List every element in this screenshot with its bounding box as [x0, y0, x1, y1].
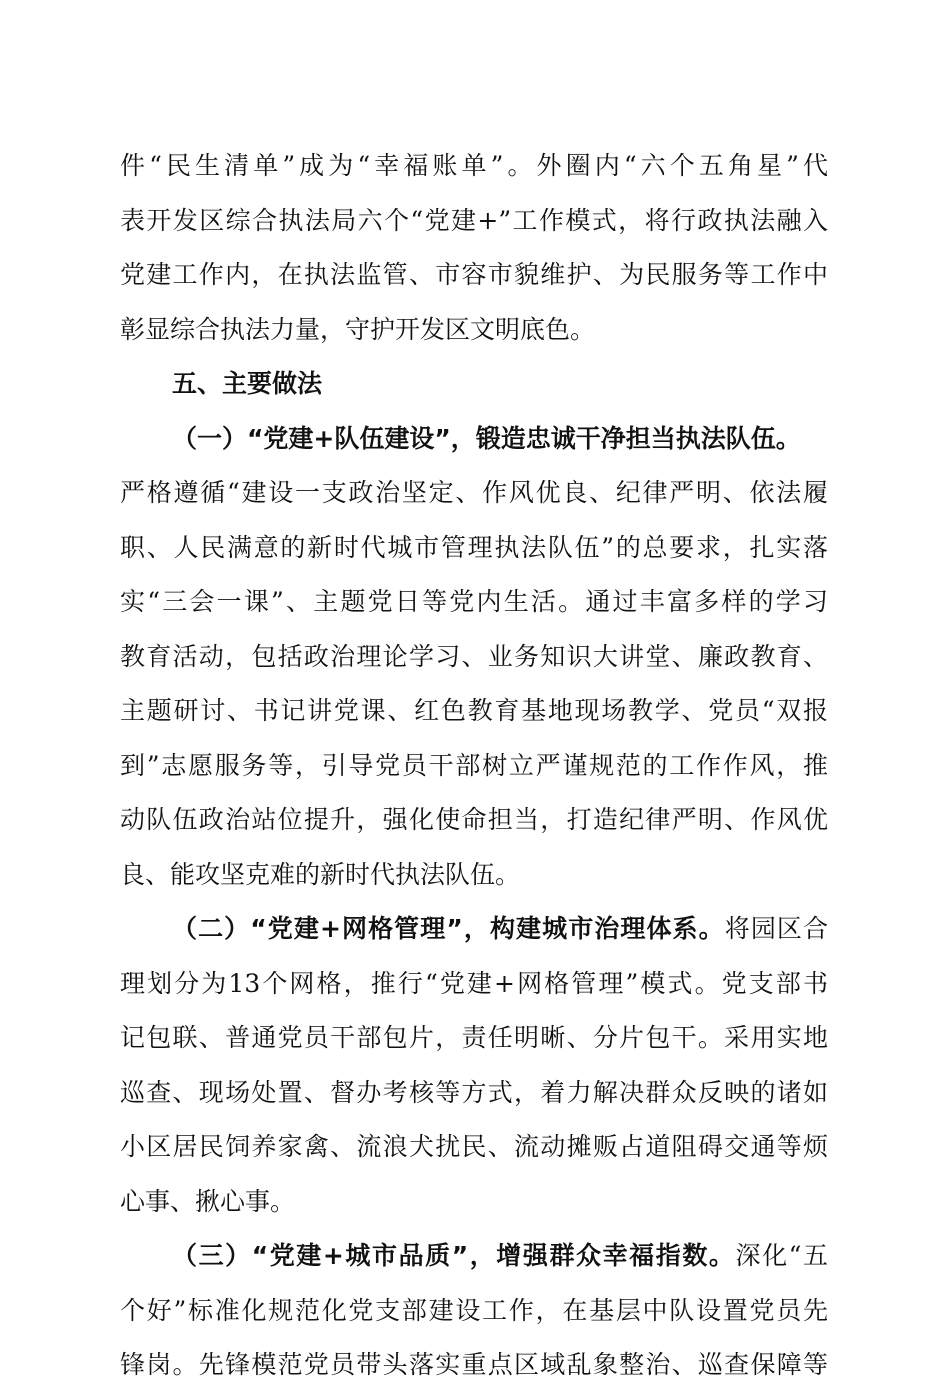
text-line: 个好”标准化规范化党支部建设工作，在基层中队设置党员先	[120, 1295, 828, 1325]
text-line: 记包联、普通党员干部包片，责任明晰、分片包干。采用实地	[120, 1023, 828, 1052]
text-line: 锋岗。先锋模范党员带头落实重点区域乱象整治、巡查保障等	[120, 1350, 828, 1379]
text-line: 良、能攻坚克难的新时代执法队伍。	[120, 859, 521, 889]
text-line: 严格遵循“建设一支政治坚定、作风优良、纪律严明、依法履	[120, 478, 828, 507]
item-heading: （三）“党建+城市品质”，增强群众幸福指数。	[172, 1241, 736, 1270]
text-line: 主题研讨、书记讲党课、红色教育基地现场教学、党员“双报	[120, 696, 828, 725]
item-heading: （一）“党建+队伍建设”，锻造忠诚干净担当执法队伍。	[172, 423, 801, 453]
text-line: 件“民生清单”成为“幸福账单”。外圈内“六个五角星”代	[120, 151, 828, 180]
text-line: 职、人民满意的新时代城市管理执法队伍”的总要求，扎实落	[120, 532, 828, 562]
text-line: 理划分为13个网格，推行“党建+网格管理”模式。党支部书	[120, 968, 828, 998]
section-heading: 五、主要做法	[172, 369, 323, 398]
text-line: 彰显综合执法力量，守护开发区文明底色。	[120, 314, 596, 344]
text-line: 到”志愿服务等，引导党员干部树立严谨规范的工作作风，推	[120, 750, 828, 780]
item-lead-line	[120, 902, 828, 957]
text-line: 巡查、现场处置、督办考核等方式，着力解决群众反映的诸如	[120, 1077, 828, 1107]
text-line: 动队伍政治站位提升，强化使命担当，打造纪律严明、作风优	[120, 805, 828, 834]
paragraph-intro-continuation	[120, 139, 828, 357]
paragraph-item-two	[120, 902, 828, 1229]
text-line: 表开发区综合执法局六个“党建+”工作模式，将行政执法融入	[120, 205, 828, 235]
item-lead-rest: 深化“五	[735, 1241, 828, 1270]
text-line: 心事、揪心事。	[120, 1186, 296, 1216]
item-lead-rest: 将园区合	[724, 914, 828, 943]
text-line: 小区居民饲养家禽、流浪犬扰民、流动摊贩占道阻碍交通等烦	[120, 1132, 828, 1161]
text-line: 教育活动，包括政治理论学习、业务知识大讲堂、廉政教育、	[120, 641, 828, 671]
item-lead-line	[120, 1229, 828, 1284]
paragraph-item-three	[120, 1229, 828, 1393]
item-heading: （二）“党建+网格管理”，构建城市治理体系。	[172, 914, 725, 943]
text-line: 实“三会一课”、主题党日等党内生活。通过丰富多样的学习	[120, 587, 828, 616]
paragraph-item-one	[120, 412, 828, 903]
text-line: 党建工作内，在执法监管、市容市貌维护、为民服务等工作中	[120, 260, 828, 289]
document-body	[120, 139, 828, 1393]
